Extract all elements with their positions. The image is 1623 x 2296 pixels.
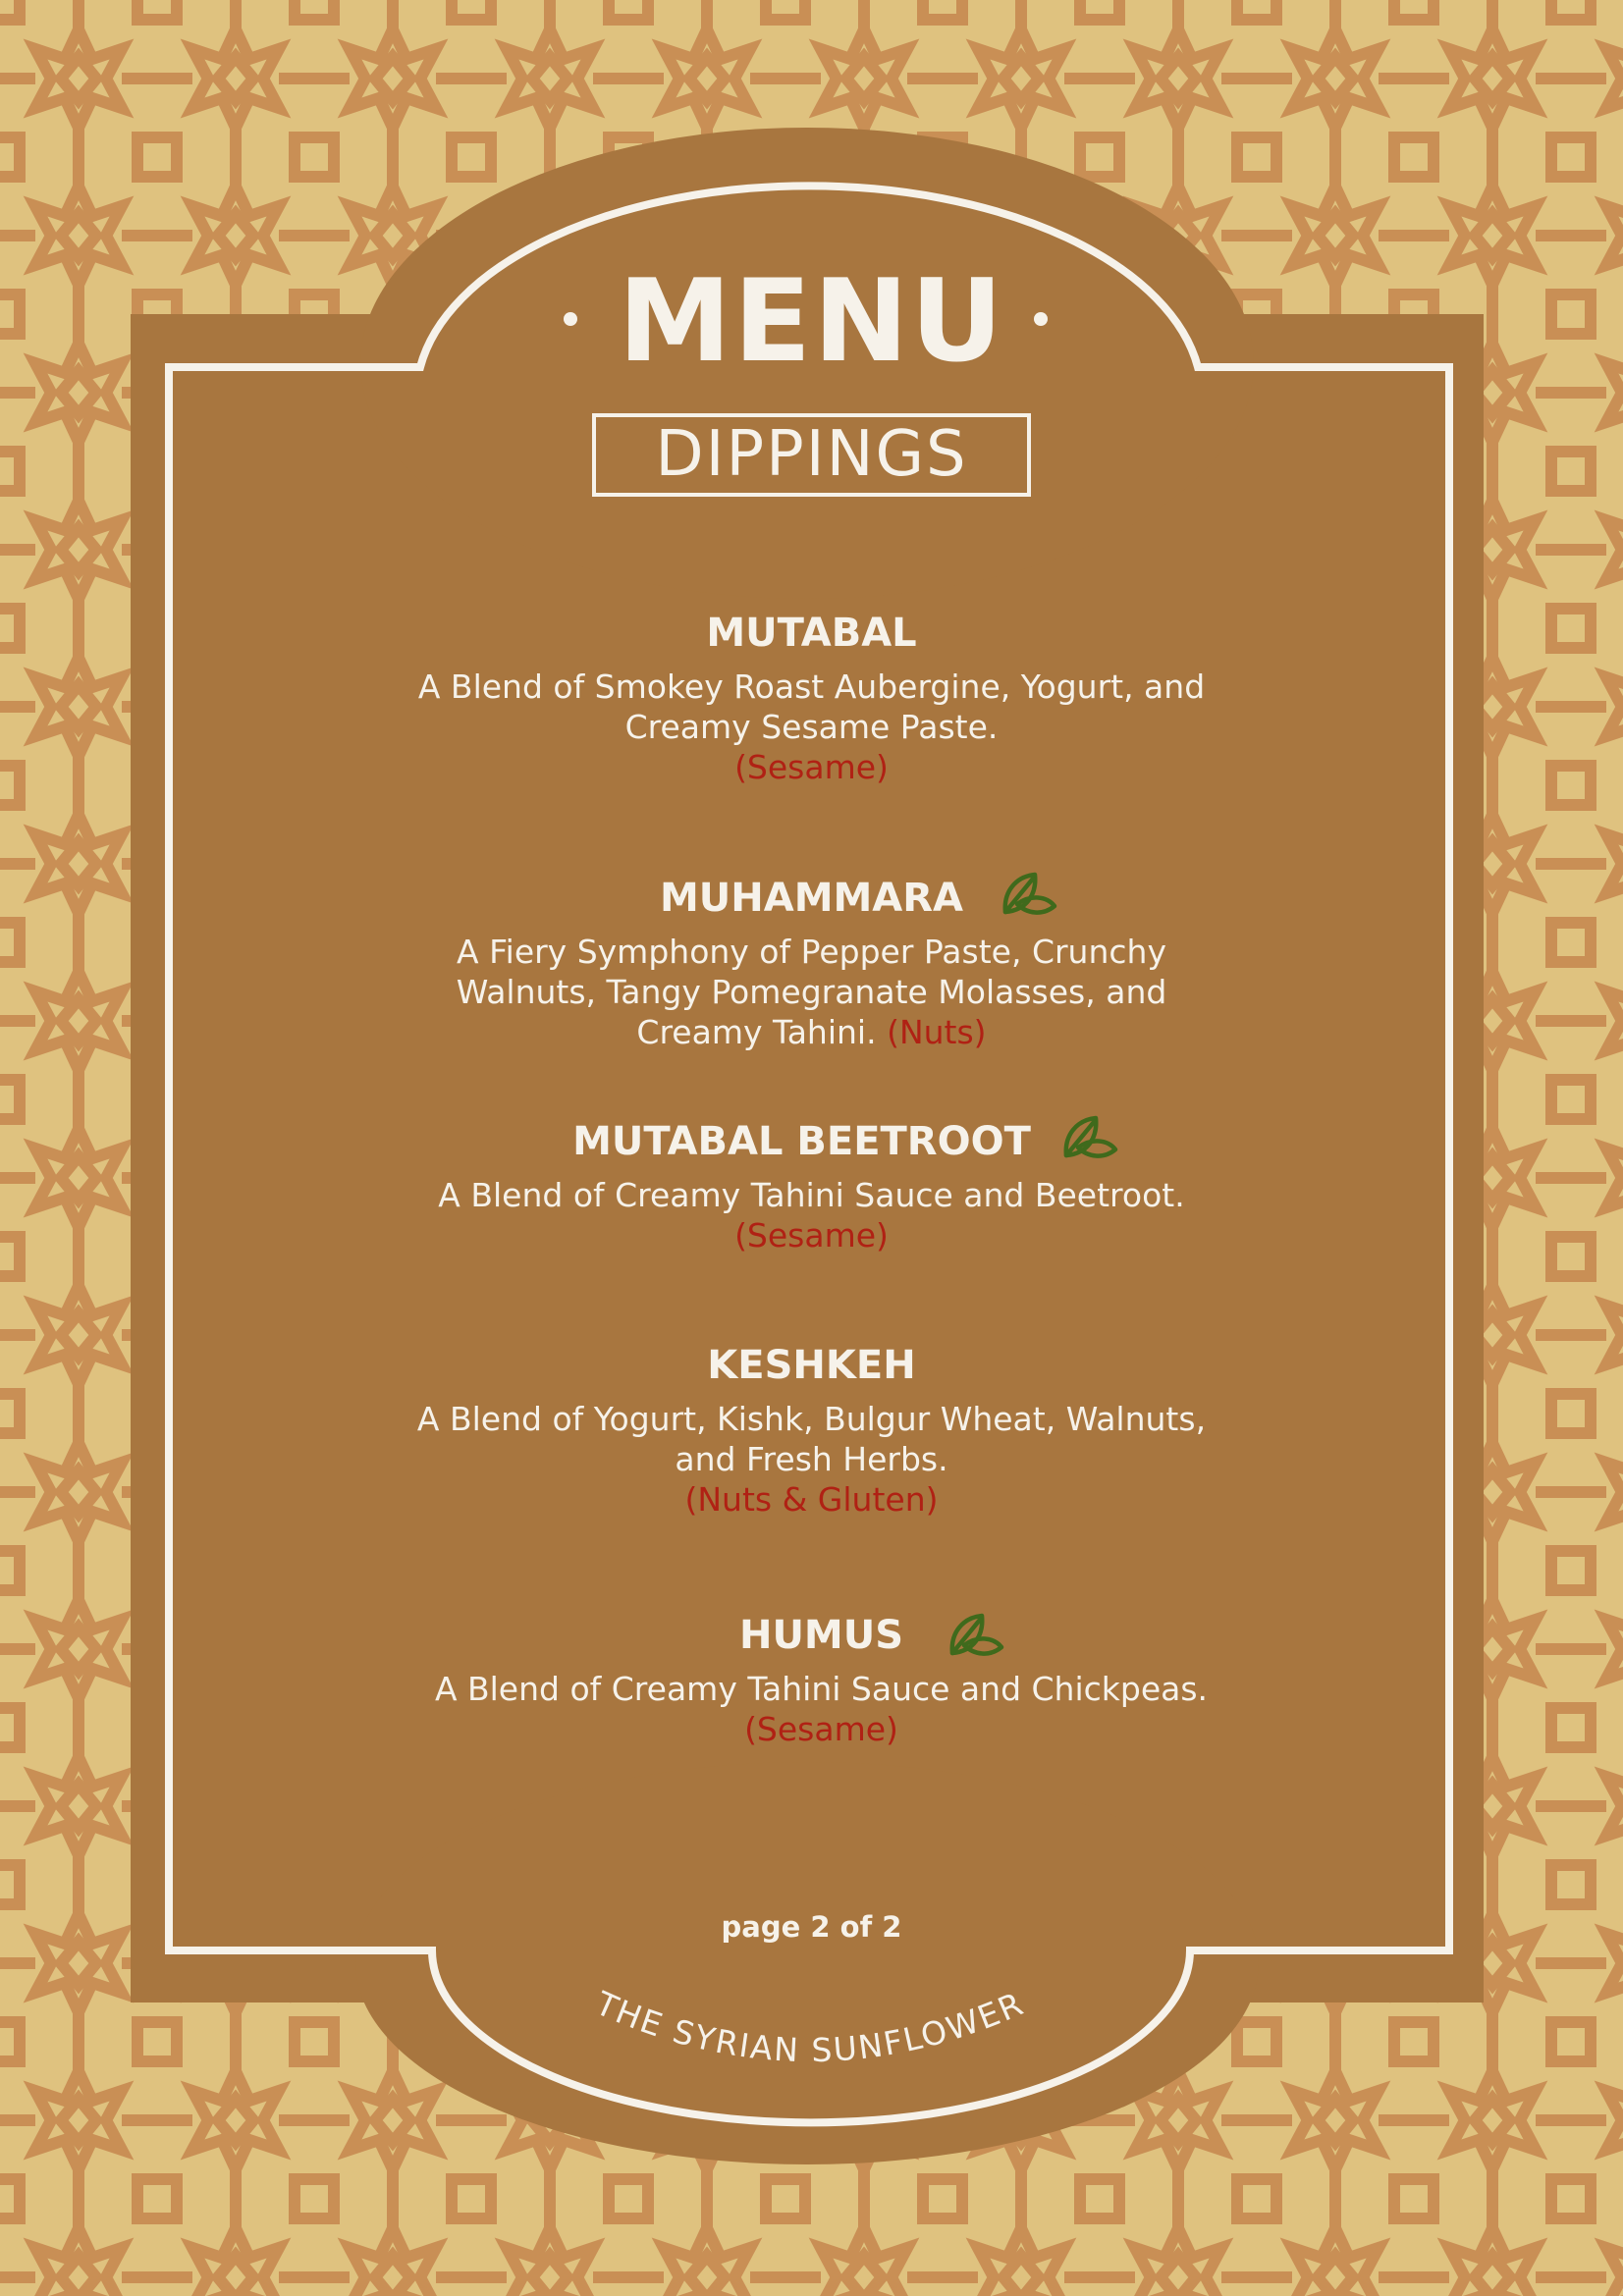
page-number: page 2 of 2 bbox=[721, 1910, 902, 1944]
allergen-note: (Sesame) bbox=[734, 748, 889, 786]
menu-item bbox=[0, 1114, 1623, 1255]
allergen-note: (Nuts) bbox=[887, 1013, 987, 1051]
section-title: DIPPINGS bbox=[655, 418, 968, 491]
item-description bbox=[0, 1175, 1623, 1255]
allergen-note: (Sesame) bbox=[744, 1710, 898, 1748]
item-description-line: A Blend of Yogurt, Kishk, Bulgur Wheat, Walnuts, bbox=[416, 1400, 1207, 1438]
brand-text: THE SYRIAN SUNFLOWER bbox=[590, 1983, 1030, 2070]
menu-title: MENU bbox=[618, 255, 1005, 388]
item-description bbox=[0, 1399, 1623, 1520]
menu-item bbox=[0, 871, 1623, 1052]
item-name: HUMUS bbox=[738, 1613, 904, 1658]
item-description-line: A Fiery Symphony of Pepper Paste, Crunchy bbox=[457, 933, 1166, 971]
item-name: MUHAMMARA bbox=[659, 876, 964, 921]
menu-item bbox=[0, 1608, 1623, 1749]
item-name: MUTABAL bbox=[706, 611, 917, 656]
item-description-line: Walnuts, Tangy Pomegranate Molasses, and bbox=[456, 973, 1167, 1011]
item-description bbox=[0, 1669, 1623, 1749]
item-description bbox=[0, 667, 1623, 787]
item-description-line: A Blend of Smokey Roast Aubergine, Yogurt, and bbox=[417, 667, 1206, 706]
item-description-line: Creamy Tahini. bbox=[636, 1013, 877, 1051]
item-description-line: Creamy Sesame Paste. bbox=[624, 708, 999, 746]
allergen-note: (Sesame) bbox=[734, 1216, 889, 1255]
item-description-line: A Blend of Creamy Tahini Sauce and Beetroot. bbox=[438, 1176, 1185, 1214]
item-name: KESHKEH bbox=[707, 1343, 916, 1388]
menu-item bbox=[0, 1338, 1623, 1520]
item-description-line: and Fresh Herbs. bbox=[675, 1440, 948, 1478]
item-name: MUTABAL BEETROOT bbox=[572, 1119, 1031, 1164]
menu-item bbox=[0, 606, 1623, 787]
item-description bbox=[0, 932, 1623, 1052]
allergen-note: (Nuts & Gluten) bbox=[684, 1480, 939, 1519]
item-description-line: A Blend of Creamy Tahini Sauce and Chickpeas. bbox=[434, 1670, 1209, 1708]
